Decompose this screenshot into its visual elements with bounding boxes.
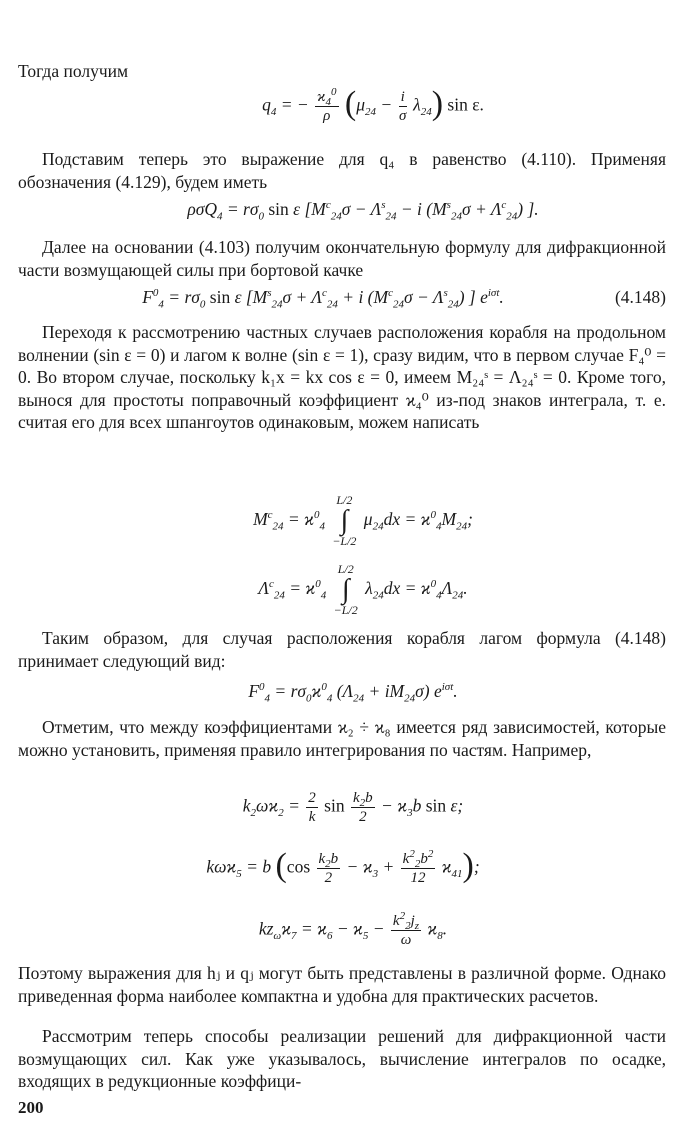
equation-lambda24c-integral: $\Lambda^c_{24} = ϰ^0_4$ L/2 ∫ −L/2 $\lambda_{24}dx = ϰ^0_4\Lambda_{24}$. [258, 562, 468, 617]
intro-line: Тогда получим [18, 61, 129, 81]
paragraph-substitution: Подставим теперь это выражение для q₄ в равенство (4.110). Применяя обозначения (4.129), будем иметь [18, 149, 666, 192]
paragraph-final-formula: Далее на основании (4.103) получим окончательную формулу для дифракционной части возмущающей силы при бортовой качке [18, 237, 666, 280]
equation-k2-omega: $k_2\omega ϰ_2$ = $\frac{2}{k}$ sin $\frac{k_2b}{2}$ − $ϰ_3b$ sin ε; [242, 790, 464, 825]
paragraph-conclusion: Поэтому выражения для hⱼ и qⱼ могут быть представлены в различной форме. Однако приведенная форма наиболее компактна и удобна для практических расчетов. [18, 963, 666, 1006]
equation-rho-sigma-q4: $\rho\sigma Q_4 = r\sigma_0$ sin ε [$M^c_{24}\sigma - \Lambda^s_{24} - i$ $(M^s_{24}\sigma + \Lambda^c_{24})$ ]. [187, 199, 539, 223]
equation-k-omega-kappa5: kωϰ$_5$ = b (cos $\frac{k_2b}{2}$ − $ϰ_3$ + $\frac{k^2_2b^2}{12}$ $ϰ_{41}$); [206, 847, 480, 886]
equation-4-148: $F^0_4 = r\sigma_0$ sin ε [$M^s_{24}\sigma + \Lambda^c_{24} + i$ $(M^c_{24}\sigma - \Lambda^s_{24})$ ] $e^{i\sigma t}$. [142, 287, 504, 311]
equation-q4: $q_4$ = − $\frac{ϰ_4^0}{\rho}$ ($\mu_{24}$ − $\frac{i}{\sigma}$ $\lambda_{24}$) sin ε. [262, 85, 484, 124]
equation-number: (4.148) [614, 287, 666, 307]
paragraph-diffraction: Рассмотрим теперь способы реализации решений для дифракционной части возмущающих сил. Как уже указывалось, вычисление интегралов по осадке, входящих в редукционные коэффици- [18, 1026, 666, 1091]
equation-f40-beam: $F^0_4 = r\sigma_0ϰ^0_4$ $(\Lambda_{24} + iM_{24}\sigma)$ $e^{i\sigma t}$. [248, 681, 458, 705]
equation-k-z-omega: $kz_\omega ϰ_7 = ϰ_6 - ϰ_5$ − $\frac{k^2_2j_z}{\omega}$ $ϰ_8$. [258, 910, 448, 948]
page-number: 200 [18, 1098, 44, 1117]
equation-m24c-integral: $M^c_{24} = ϰ^0_4$ L/2 ∫ −L/2 $\mu_{24}dx = ϰ^0_4M_{24}$; [253, 493, 473, 548]
paragraph-coefficients: Отметим, что между коэффициентами ϰ₂ ÷ ϰ₈ имеется ряд зависимостей, которые можно установить, применяя правило интегрирования по частям. Например, [18, 717, 666, 760]
paragraph-beam-seas: Таким образом, для случая расположения корабля лагом формула (4.148) принимает следующий вид: [18, 628, 666, 671]
paragraph-special-cases: Переходя к рассмотрению частных случаев расположения корабля на продольном волнении (sin ε = 0) и лагом к волне (sin ε = 1), сразу видим, что в первом случае F₄⁰ = 0. Во втором случае, поскольку k₁x = kx cos ε = 0, имеем M₂₄ˢ = Λ₂₄ˢ = 0. Кроме того, вынося для простоты поправочный коэффициент ϰ₄⁰ из-под знаков интеграла, т. е. считая его для всех шпангоутов одинаковым, можем написать [18, 322, 666, 432]
